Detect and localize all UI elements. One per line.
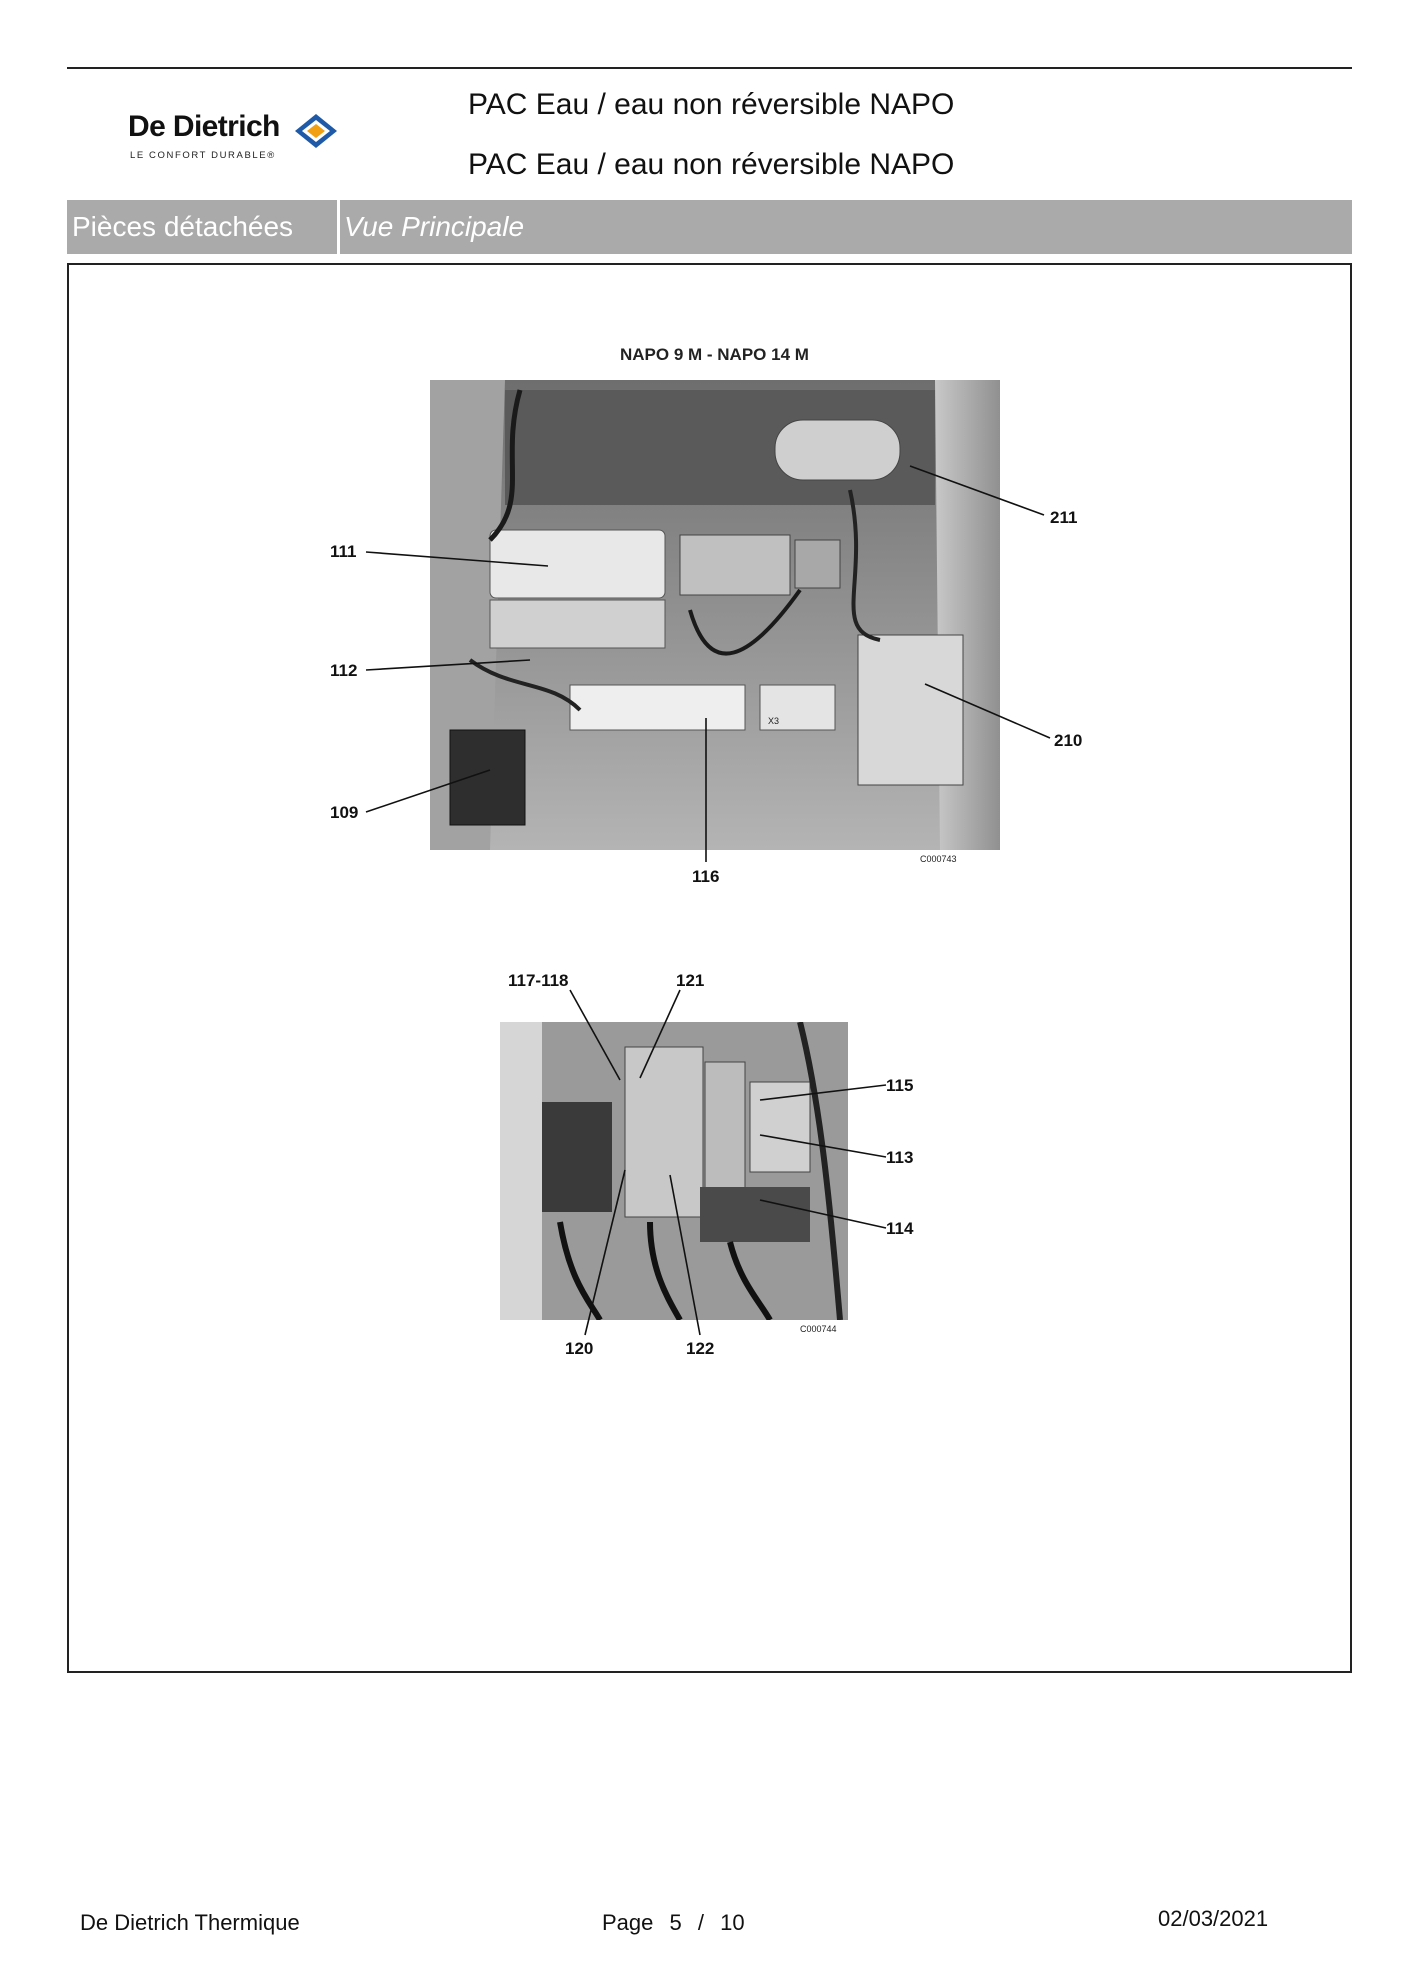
terminal-x3-label: X3 — [768, 716, 780, 726]
callout-109: 109 — [330, 803, 359, 822]
page-current: 5 — [669, 1910, 682, 1935]
callout-115: 115 — [886, 1076, 914, 1095]
callout-210: 210 — [1054, 731, 1083, 750]
control-box-illustration — [430, 380, 1000, 850]
page-separator: / — [697, 1910, 705, 1935]
callout-121: 121 — [676, 971, 705, 990]
document-subtitle: PAC Eau / eau non réversible NAPO — [468, 148, 955, 181]
callout-120: 120 — [565, 1339, 594, 1358]
terminal-block-photo — [500, 1022, 848, 1320]
figure-2-code: C000744 — [800, 1324, 837, 1334]
footer-date: 02/03/2021 — [1158, 1906, 1269, 1931]
callout-111: 111 — [330, 542, 357, 561]
view-label: Vue Principale — [344, 211, 525, 242]
control-box-photo — [430, 380, 1000, 850]
logo-tagline: LE CONFORT DURABLE® — [130, 150, 276, 161]
figure-1-code: C000743 — [920, 854, 957, 864]
section-label: Pièces détachées — [72, 211, 294, 242]
document-title: PAC Eau / eau non réversible NAPO — [468, 88, 955, 121]
callout-114: 114 — [886, 1219, 914, 1238]
callout-122: 122 — [686, 1339, 715, 1358]
callout-116: 116 — [692, 867, 720, 886]
logo-name: De Dietrich — [128, 110, 280, 143]
page-label: Page — [602, 1910, 654, 1935]
callout-117-118: 117-118 — [508, 971, 569, 990]
callout-112: 112 — [330, 661, 358, 680]
diamond-logo-icon — [294, 113, 338, 149]
section-bar — [67, 200, 1352, 254]
header-rule — [67, 67, 1352, 69]
footer-company: De Dietrich Thermique — [80, 1910, 300, 1935]
figure-1-title: NAPO 9 M - NAPO 14 M — [620, 345, 809, 364]
callout-211: 211 — [1050, 508, 1078, 527]
callout-113: 113 — [886, 1148, 914, 1167]
brand-logo — [128, 110, 348, 172]
page-total: 10 — [720, 1910, 745, 1935]
page-indicator — [602, 1910, 755, 1936]
terminal-block-illustration — [500, 1022, 848, 1320]
section-divider — [337, 200, 340, 254]
